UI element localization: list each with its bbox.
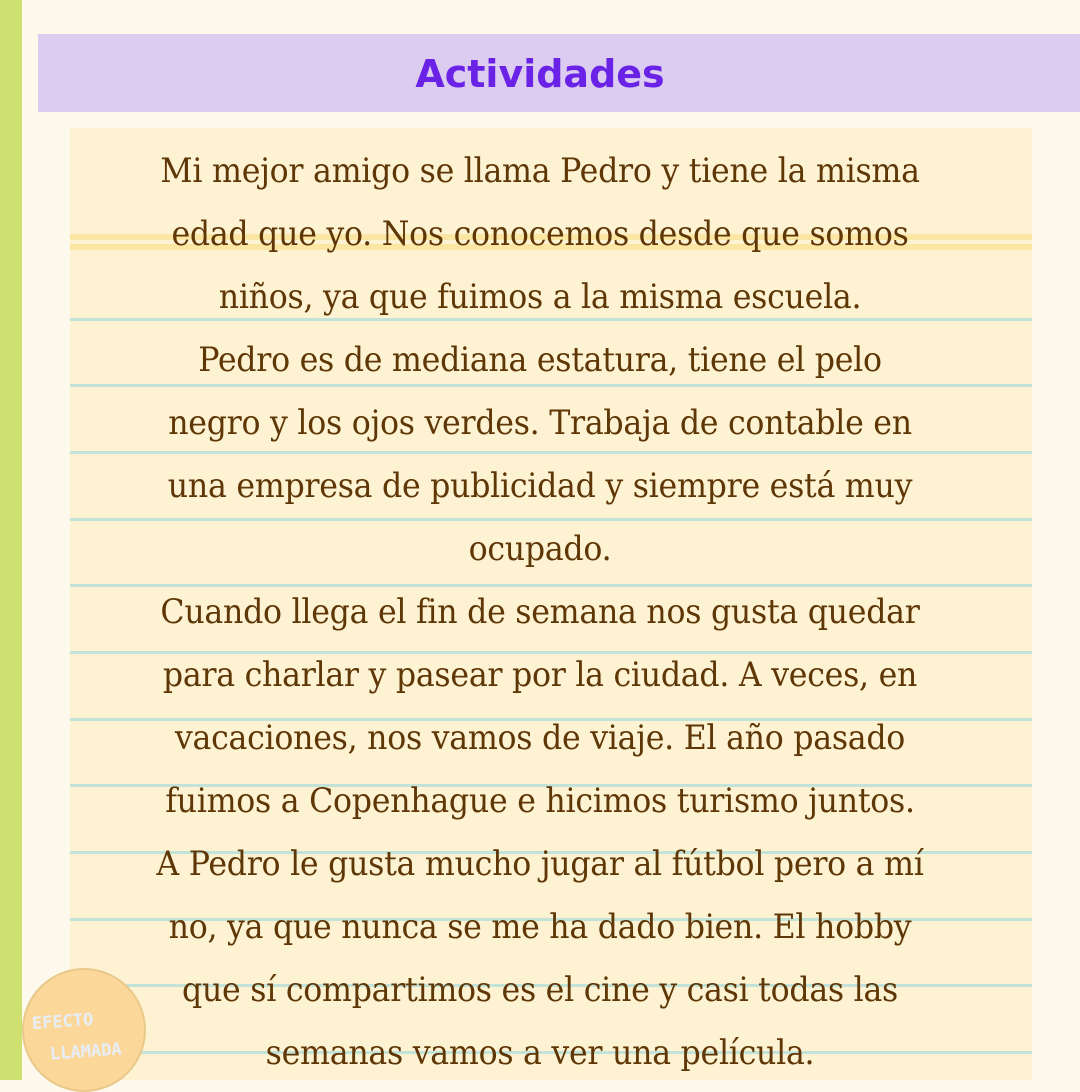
text-line: Mi mejor amigo se llama Pedro y tiene la misma: [160, 151, 920, 191]
text-line: una empresa de publicidad y siempre está muy: [167, 466, 913, 506]
text-line: fuimos a Copenhague e hicimos turismo juntos.: [165, 781, 915, 821]
efecto-llamada-logo: [22, 968, 146, 1092]
text-line: Cuando llega el fin de semana nos gusta quedar: [160, 592, 920, 632]
text-line: no, ya que nunca se me ha dado bien. El hobby: [168, 907, 912, 947]
text-line: que sí compartimos es el cine y casi todas las: [182, 970, 898, 1010]
text-line: A Pedro le gusta mucho jugar al fútbol pero a mí: [156, 844, 924, 884]
page-title: Actividades: [415, 52, 665, 96]
text-line: ocupado.: [468, 529, 612, 569]
text-line: semanas vamos a ver una película.: [265, 1033, 815, 1073]
logo-text-top: EFECTO: [31, 1009, 95, 1035]
text-body: [0, 140, 1080, 1085]
text-line: niños, ya que fuimos a la misma escuela.: [218, 277, 862, 317]
text-line: negro y los ojos verdes. Trabaja de contable en: [168, 403, 912, 443]
text-line: Pedro es de mediana estatura, tiene el pelo: [198, 340, 882, 380]
text-line: para charlar y pasear por la ciudad. A veces, en: [162, 655, 918, 695]
text-line: vacaciones, nos vamos de viaje. El año pasado: [174, 718, 906, 758]
text-line: edad que yo. Nos conocemos desde que somos: [171, 214, 909, 254]
logo-text-bottom: LLAMADA: [49, 1039, 123, 1065]
header-banner: [38, 34, 1080, 112]
